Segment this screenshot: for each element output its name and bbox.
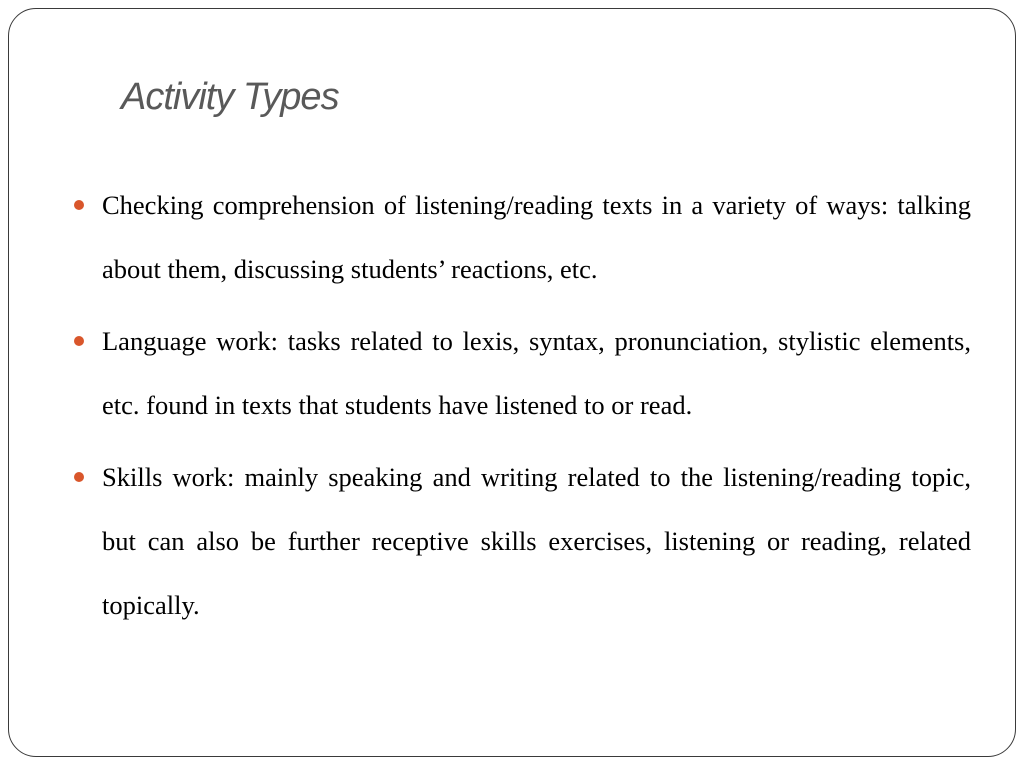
bullet-list xyxy=(73,173,971,645)
bullet-dot-icon xyxy=(74,200,84,210)
bullet-text: Checking comprehension of listening/reading texts in a variety of ways: talking about them, discussing students’ reactions, etc. xyxy=(102,190,971,284)
slide-frame xyxy=(8,8,1016,757)
bullet-item xyxy=(73,173,971,301)
bullet-text: Skills work: mainly speaking and writing related to the listening/reading topic, but can also be further receptive skills exercises, listening or reading, related topically. xyxy=(102,462,971,620)
bullet-item xyxy=(73,445,971,637)
bullet-dot-icon xyxy=(74,336,84,346)
bullet-item xyxy=(73,309,971,437)
bullet-text: Language work: tasks related to lexis, syntax, pronunciation, stylistic elements, etc. found in texts that students have listened to or read. xyxy=(102,326,971,420)
slide-title: Activity Types xyxy=(121,76,339,118)
bullet-dot-icon xyxy=(74,472,84,482)
